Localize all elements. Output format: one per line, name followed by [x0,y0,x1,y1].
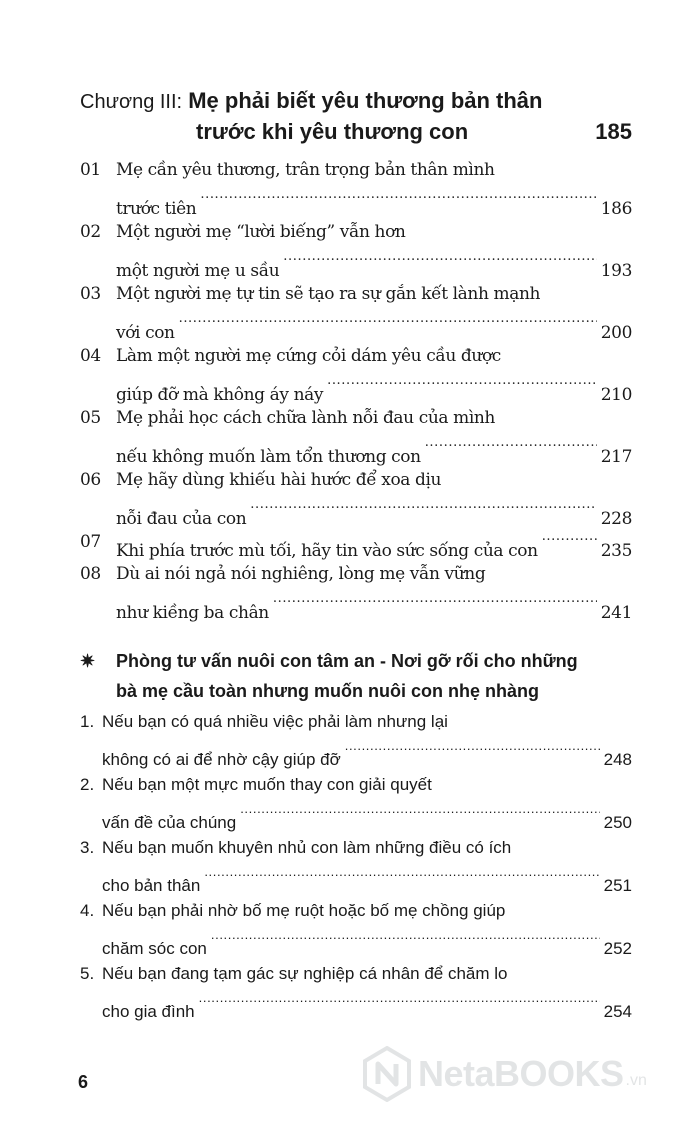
toc-item-title-cont: trước tiên [116,199,197,219]
toc-item-number: 03 [80,284,101,304]
sub-toc-item-page: 251 [603,876,632,895]
chapter-heading [80,86,632,147]
dot-leader [211,926,600,954]
toc-item-title: Khi phía trước mù tối, hãy tin vào sức sống của con [116,541,538,561]
dot-leader [283,248,596,276]
toc-item-number: 05 [80,408,101,428]
dot-leader [250,496,596,524]
dot-leader [273,590,597,618]
dot-leader [179,310,597,338]
toc-item-title: Mẹ cần yêu thương, trân trọng bản thân mình [116,160,495,180]
sub-toc-item-number: 2. [80,775,95,794]
chapter-page: 185 [595,119,632,144]
dot-leader [204,863,599,891]
toc-item-title-cont: nỗi đau của con [116,509,247,529]
sub-toc-item-number: 4. [80,901,95,920]
dot-leader [199,989,600,1017]
toc-item-title: Mẹ phải học cách chữa lành nỗi đau của mình [116,408,495,428]
sub-toc-item-page: 254 [603,1002,632,1021]
dot-leader [327,372,597,400]
toc-item-title: Làm một người mẹ cứng cỏi dám yêu cầu được [116,346,501,366]
sub-toc-item-title: Nếu bạn muốn khuyên nhủ con làm những điều có ích [102,838,512,857]
page-number: 6 [78,1072,89,1092]
sub-toc-item-title-cont: chăm sóc con [102,939,207,958]
sub-toc-item-title: Nếu bạn đang tạm gác sự nghiệp cá nhân để chăm lo [102,964,508,983]
sub-toc-item[interactable] [80,960,632,1023]
chapter-title-part2: trước khi yêu thương con [196,119,469,144]
toc-item[interactable] [80,218,632,280]
chapter-title-part1: Mẹ phải biết yêu thương bản thân [188,88,543,113]
dot-leader [425,434,597,462]
dot-leader [240,800,599,828]
toc-item-page: 241 [600,603,632,623]
toc-item-page: 186 [600,199,632,219]
toc-item-title-cont: như kiềng ba chân [116,603,269,623]
toc-item-title-cont: nếu không muốn làm tổn thương con [116,447,421,467]
sub-toc-list [80,708,632,1023]
toc-item[interactable] [80,280,632,342]
toc-item-title-cont: với con [116,323,175,343]
toc-item-title: Mẹ hãy dùng khiếu hài hước để xoa dịu [116,470,442,490]
sub-toc-item[interactable] [80,834,632,897]
chapter-title-line1 [80,86,632,117]
toc-item[interactable] [80,404,632,466]
sub-toc-item-title: Nếu bạn phải nhờ bố mẹ ruột hoặc bố mẹ chồng giúp [102,901,506,920]
toc-item-number: 04 [80,346,101,366]
toc-item-title: Một người mẹ tự tin sẽ tạo ra sự gắn kết lành mạnh [116,284,541,304]
toc-item-number: 08 [80,564,101,584]
section-title-line1: Phòng tư vấn nuôi con tâm an - Nơi gỡ rối cho những [116,651,578,671]
dot-leader [200,186,596,214]
sub-toc-item-page: 248 [603,750,632,769]
toc-list [80,156,632,622]
toc-item[interactable] [80,342,632,404]
section-heading [80,646,632,706]
watermark-brand: NetaBOOKS [418,1053,624,1094]
toc-item-page: 210 [600,385,632,405]
watermark-suffix: .vn [625,1072,647,1089]
section-title-line2: bà mẹ cầu toàn nhưng muốn nuôi con nhẹ nhàng [116,681,540,701]
toc-item-title-cont: một người mẹ u sầu [116,261,280,281]
sub-toc-item-title-cont: cho bản thân [102,876,201,895]
toc-item-page: 228 [600,509,632,529]
toc-item-title: Một người mẹ “lười biếng” vẫn hơn [116,222,406,242]
toc-item-page: 235 [600,541,632,561]
toc-item-title: Dù ai nói ngả nói nghiêng, lòng mẹ vẫn vững [116,564,486,584]
toc-item-title-cont: giúp đỡ mà không áy náy [116,385,324,405]
sub-toc-item[interactable] [80,771,632,834]
chapter-prefix: Chương III: [80,91,183,113]
toc-item-number: 01 [80,160,101,180]
sub-toc-item-title-cont: không có ai để nhờ cậy giúp đỡ [102,750,341,769]
toc-item-number: 06 [80,470,101,490]
sub-toc-item-title-cont: vấn đề của chúng [102,813,237,832]
sub-toc-item-title-cont: cho gia đình [102,1002,195,1021]
sub-toc-item-title: Nếu bạn có quá nhiều việc phải làm nhưng lại [102,712,448,731]
toc-item[interactable] [80,466,632,528]
sub-toc-item-number: 1. [80,712,95,731]
chapter-title-line2 [80,117,632,147]
sub-toc-item-number: 3. [80,838,95,857]
toc-item-number: 02 [80,222,101,242]
sub-toc-item[interactable] [80,708,632,771]
watermark [362,1046,647,1102]
sub-toc-item-page: 250 [603,813,632,832]
toc-item-page: 217 [600,447,632,467]
dot-leader [542,528,597,556]
dot-leader [345,737,600,765]
sub-toc-item[interactable] [80,897,632,960]
toc-item[interactable] [80,156,632,218]
netabooks-logo-icon [362,1046,412,1102]
sub-toc-item-title: Nếu bạn một mực muốn thay con giải quyết [102,775,432,794]
toc-item[interactable] [80,528,632,560]
toc-item-number: 07 [80,532,101,552]
star-icon: ✷ [80,651,96,671]
toc-item-page: 200 [600,323,632,343]
sub-toc-item-page: 252 [603,939,632,958]
toc-item[interactable] [80,560,632,622]
toc-item-page: 193 [600,261,632,281]
sub-toc-item-number: 5. [80,964,95,983]
